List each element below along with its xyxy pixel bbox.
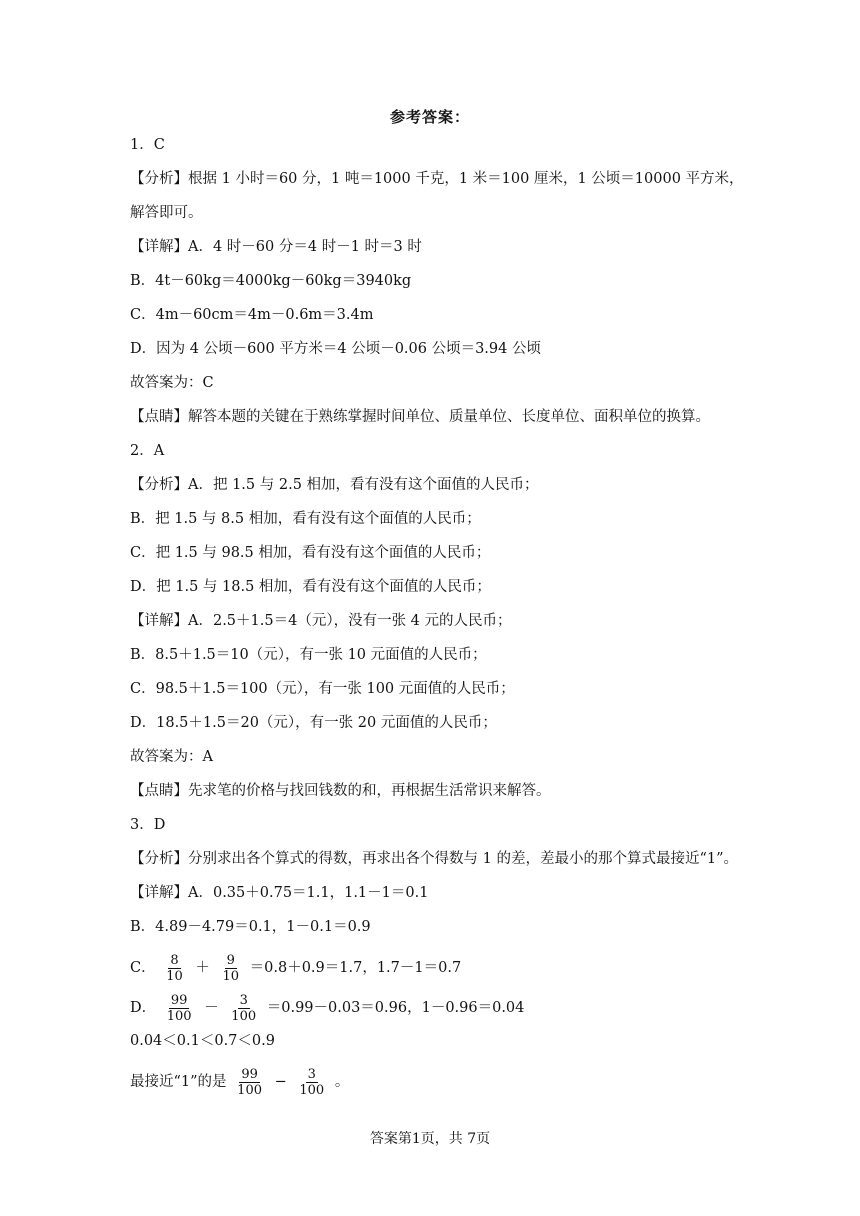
denominator: 100 [237,1082,262,1098]
line-suffix: ＝0.99－0.03＝0.96，1－0.96＝0.04 [266,1000,525,1016]
fraction [229,993,258,1024]
text-line: C．把 1.5 与 98.5 相加，看有没有这个面值的人民币； [130,545,491,561]
text-line: D．因为 4 公顷－600 平方米＝4 公顷－0.06 公顷＝3.94 公顷 [130,341,541,357]
fraction-line-d [130,990,740,1030]
operator: − [274,1074,287,1090]
text-line: 【分析】A．把 1.5 与 2.5 相加，看有没有这个面值的人民币； [130,477,539,493]
text-line: B．4.89－4.79＝0.1，1－0.1＝0.9 [130,919,371,935]
text-line: C．98.5＋1.5＝100（元），有一张 100 元面值的人民币； [130,681,515,697]
fraction [297,1067,326,1098]
text-line: 【详解】A．4 时－60 分＝4 时－1 时＝3 时 [130,239,422,255]
line-suffix: 。 [334,1074,350,1090]
denominator: 100 [231,1008,257,1024]
denominator: 100 [299,1082,325,1098]
text-line: B．把 1.5 与 8.5 相加，看有没有这个面值的人民币； [130,511,481,527]
fraction [164,953,185,984]
text-line: 故答案为：C [130,375,214,391]
numerator: 3 [239,992,248,1008]
text-line: 【详解】A．0.35＋0.75＝1.1，1.1－1＝0.1 [130,885,429,901]
answer-content [130,134,744,1104]
numerator: 3 [307,1066,316,1082]
text-line: 【详解】A．2.5＋1.5＝4（元），没有一张 4 元的人民币； [130,613,512,629]
line-prefix: C． [130,960,156,976]
text-line: B．4t－60kg＝4000kg－60kg＝3940kg [130,273,412,289]
numerator: 8 [170,952,179,968]
fraction [165,993,194,1024]
denominator: 10 [166,968,183,984]
fraction-line-c [130,950,740,990]
text-line: D．把 1.5 与 18.5 相加，看有没有这个面值的人民币； [130,579,491,595]
line-suffix: ＝0.8＋0.9＝1.7，1.7－1＝0.7 [249,960,462,976]
operator: － [204,1000,219,1016]
numerator: 99 [170,992,188,1008]
operator: ＋ [195,960,210,976]
comparison-line: 0.04＜0.1＜0.7＜0.9 [130,1033,275,1049]
text-line: 解答即可。 [130,205,203,221]
text-line: 【分析】分别求出各个算式的得数，再求出各个得数与 1 的差，差最小的那个算式最接近“1”。 [130,851,738,867]
denominator: 100 [166,1008,192,1024]
fraction [235,1067,264,1098]
numerator: 9 [226,952,235,968]
closest-answer-line [130,1064,740,1104]
numerator: 99 [241,1066,258,1082]
text-line: 【点睛】解答本题的关键在于熟练掌握时间单位、质量单位、长度单位、面积单位的换算。 [130,409,710,425]
line-prefix: D． [130,1000,157,1016]
text-line: C．4m－60cm＝4m－0.6m＝3.4m [130,307,374,323]
text-line: D．18.5＋1.5＝20（元），有一张 20 元面值的人民币； [130,715,497,731]
text-line: B．8.5＋1.5＝10（元），有一张 10 元面值的人民币； [130,647,487,663]
text-line: 2．A [130,443,165,459]
page-title: 参考答案： [389,108,470,126]
text-line: 3．D [130,817,166,833]
text-line: 1．C [130,137,165,153]
text-line: 【分析】根据 1 小时＝60 分，1 吨＝1000 千克，1 米＝100 厘米，1 公顷＝10000 平方米， [130,171,744,187]
text-line: 【点睛】先求笔的价格与找回钱数的和，再根据生活常识来解答。 [130,783,551,799]
page-footer: 答案第1页，共 7页 [369,1131,491,1147]
text-line: 故答案为：A [130,749,213,765]
line-prefix: 最接近“1”的是 [130,1074,227,1090]
denominator: 10 [222,968,240,984]
fraction [220,953,241,984]
